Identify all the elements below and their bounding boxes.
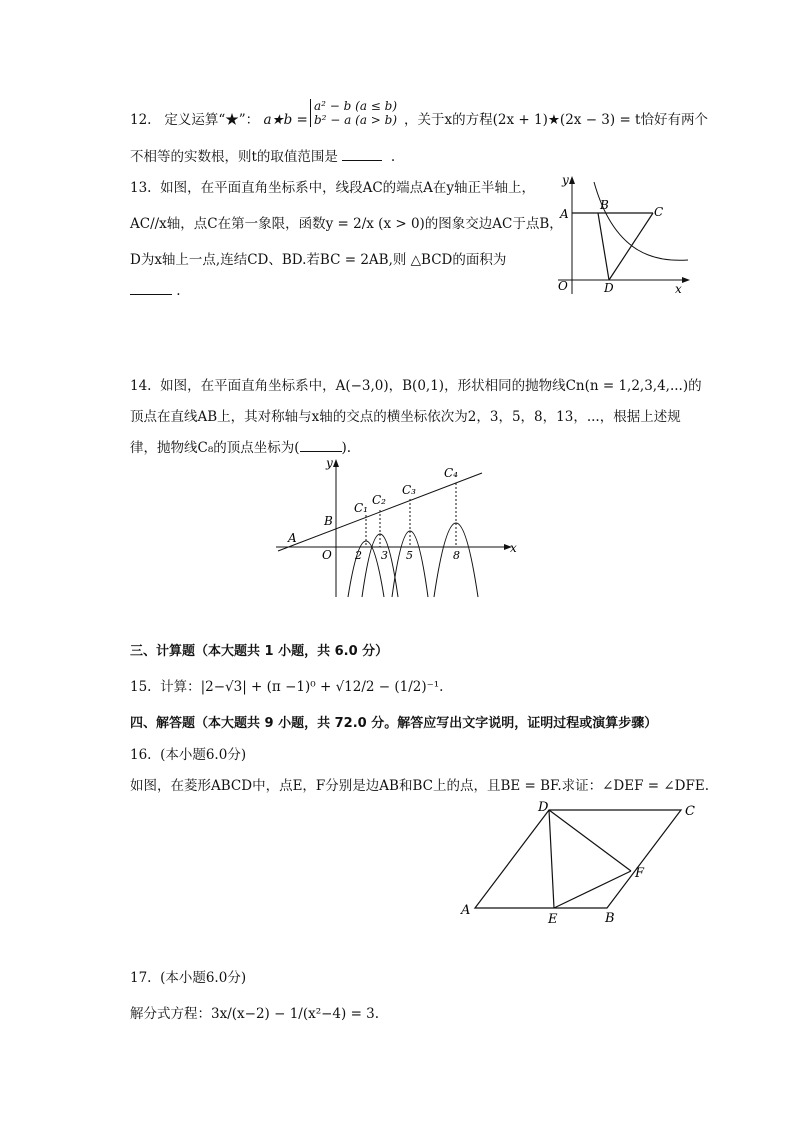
q13-number: 13.	[130, 180, 152, 196]
q14-label-c4: C₄	[444, 466, 458, 480]
q16-header	[130, 743, 246, 763]
q16-rhombus	[475, 810, 681, 908]
q16-label-b: B	[605, 911, 615, 926]
q14-tick-8: 8	[453, 549, 460, 562]
q12-number: 12.	[130, 112, 152, 128]
q14-close: ).	[341, 440, 352, 456]
q14-label-c3: C₃	[402, 483, 416, 497]
q12-cases	[310, 99, 397, 127]
q14-line1	[130, 374, 702, 394]
q13-label-b: B	[600, 198, 609, 212]
q13-hyperbola	[594, 182, 688, 260]
q12-star: ★	[225, 112, 239, 128]
q13-label-o: O	[558, 279, 568, 293]
q16-text: 如图，在菱形ABCD中，点E，F分别是边AB和BC上的点，且BE = BF.求证：∠DEF = ∠DFE.	[130, 778, 710, 794]
q13-figure	[548, 172, 694, 300]
q14-label-c1: C₁	[354, 501, 368, 515]
q14-tick-2: 2	[355, 549, 362, 562]
q16-figure	[455, 797, 705, 927]
q13-line2: AC//x轴，点C在第一象限，函数y = 2/x (x > 0)的图象交边AC于点B，	[130, 216, 563, 232]
q16-segment-df	[549, 810, 631, 871]
q14-text-3: 律，抛物线C₈的顶点坐标为(	[130, 440, 300, 456]
q13-segment-cd	[609, 213, 653, 280]
section3-heading: 三、计算题（本大题共 1 小题，共 6.0 分）	[130, 644, 389, 659]
q13-segment-bd	[598, 213, 609, 280]
q14-label-x: x	[510, 541, 517, 555]
q13-answer-blank[interactable]	[130, 282, 172, 295]
q14-tick-5: 5	[406, 549, 413, 562]
q14-line2: 顶点在直线AB上，其对称轴与x轴的交点的横坐标依次为2，3，5，8，13，...，根据上述规	[130, 409, 681, 425]
q17-text: 解分式方程：3x/(x−2) − 1/(x²−4) = 3.	[130, 1006, 380, 1022]
q16-label-c: C	[685, 804, 695, 819]
q14-label-c2: C₂	[372, 493, 386, 507]
q14-label-o: O	[322, 548, 332, 562]
q13-label-x: x	[675, 282, 682, 296]
q14-answer-blank[interactable]	[300, 439, 342, 452]
q14-tick-3: 3	[381, 549, 388, 562]
q14-label-a: A	[288, 531, 297, 545]
q17-number: 17.	[130, 970, 152, 986]
q12-period: .	[390, 149, 396, 165]
q13-label-a: A	[560, 207, 569, 221]
q14-line3	[130, 436, 351, 456]
q14-label-y: y	[326, 456, 333, 470]
q13-label-y: y	[562, 173, 569, 187]
q16-label-e: E	[548, 912, 558, 927]
q12-case2: b² − a (a > b)	[314, 113, 398, 127]
q16-label-f: F	[635, 866, 645, 881]
q15-number: 15.	[130, 679, 152, 695]
q14-label-b: B	[324, 514, 333, 528]
q13-label-c: C	[654, 205, 664, 219]
q16-label-a: A	[461, 903, 471, 918]
q13-label-d: D	[604, 281, 614, 295]
q12-line1	[130, 108, 308, 128]
q15-line	[130, 675, 443, 695]
q14-number: 14.	[130, 378, 152, 394]
q14-figure	[272, 455, 526, 601]
q12-case1: a² − b (a ≤ b)	[314, 99, 398, 113]
q13-text-1: 如图，在平面直角坐标系中，线段AC的端点A在y轴正半轴上，	[160, 180, 536, 196]
q13-line1	[130, 176, 535, 196]
section4-heading: 四、解答题（本大题共 9 小题，共 72.0 分。解答应写出文字说明，证明过程或演算步骤）	[130, 716, 658, 731]
q17-score: (本小题6.0分)	[160, 970, 247, 986]
q15-text: 计算：|2−√3| + (π −1)⁰ + √12/2 − (1/2)⁻¹.	[160, 679, 444, 695]
q12-text-2: 不相等的实数根，则t的取值范围是	[130, 149, 338, 165]
q14-text-1: 如图，在平面直角坐标系中，A(−3,0)，B(0,1)，形状相同的抛物线Cn(n = 1,2,3,4,...)的	[160, 378, 702, 394]
q16-score: (本小题6.0分)	[160, 747, 247, 763]
q12-text-b: ”：	[238, 112, 260, 128]
q16-segment-de	[549, 810, 554, 908]
q16-segment-ef	[554, 871, 631, 908]
q13-line4	[130, 282, 181, 299]
q12-line1-rest: ，关于x的方程(2x + 1)★(2x − 3) = t恰好有两个	[404, 112, 708, 128]
q12-text-a: 定义运算“	[164, 112, 226, 128]
q12-def-lhs: a★b =	[263, 112, 308, 128]
q12-answer-blank[interactable]	[342, 148, 382, 161]
q12-line2	[130, 145, 395, 165]
q16-number: 16.	[130, 747, 152, 763]
q13-line3: D为x轴上一点,连结CD、BD.若BC = 2AB,则 △BCD的面积为	[130, 252, 507, 268]
q16-label-d: D	[538, 800, 549, 815]
q13-period: .	[176, 283, 181, 299]
q17-header	[130, 966, 246, 986]
q14-parabola-c1	[348, 541, 384, 597]
